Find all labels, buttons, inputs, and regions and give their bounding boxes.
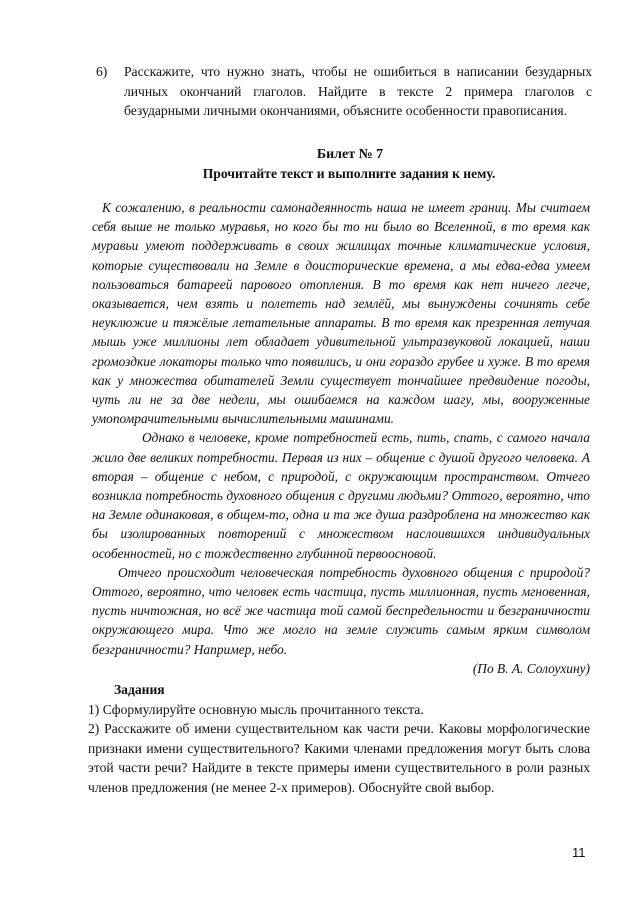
reading-source: (По В. А. Солоухину) bbox=[472, 660, 590, 676]
task-6-text: Расскажите, что нужно знать, чтобы не ошибиться в написании безударных личных окончаний глаголов. Найдите в тексте 2 примера глаголов с безударными личными окончаниями, объясните особенности правописания. bbox=[124, 64, 592, 118]
reading-text bbox=[92, 198, 590, 678]
tasks-heading: Задания bbox=[114, 682, 165, 697]
page-number: 11 bbox=[572, 845, 586, 860]
task-6 bbox=[96, 62, 592, 121]
ticket-instruction: Прочитайте текст и выполните задания к нему. bbox=[202, 166, 496, 181]
reading-paragraph-3: Отчего происходит человеческая потребность духовного общения с природой? Оттого, вероятно, что человек есть частица, пусть миллионная, пусть мгновенная, пусть ничтожная, но всё же частица той самой беспредельности и безграничности окружающего мира. Что же могло на земле служить самым ярким символом безграничности? Например, небо. bbox=[92, 564, 590, 657]
ticket-title: Билет № 7 bbox=[316, 147, 384, 162]
task-item-2: 2) Расскажите об имени существительном как части речи. Каковы морфологические признаки имени существительного? Какими членами предложения могут быть слова этой части речи? Найдите в тексте примеры имени существительного в роли разных членов предложения (не менее 2-х примеров). Обоснуйте свой выбор. bbox=[88, 721, 590, 795]
reading-paragraph-1: К сожалению, в реальности самонадеянность наша не имеет границ. Мы считаем себя выше не только муравья, но кого бы то ни было во Вселенной, в то время как муравьи умеют поддерживать в своих жилищах точные климатические условия, которые существовали на Земле в доисторические времена, а мы едва-едва умеем пользоваться батареей парового отопления. В то время как нет ничего легче, оказывается, чем взять и полететь над землёй, мы вынуждены сочинять себе неуклюжие и тяжёлые летательные аппараты. В то время как презренная летучая мышь уже миллионы лет обладает удивительной ультразвуковой локацией, наши громоздкие локаторы только что появились, и они гораздо грубее и хуже. В то время как у множества обитателей Земли существует тончайшее предвидение погоды, чуть ли не за две недели, мы ошибаемся на каждом шагу, мы, вооруженные умопомрачительными вычислительными машинами. bbox=[92, 200, 590, 427]
reading-paragraph-2: Однако в человеке, кроме потребностей есть, пить, спать, с самого начала жило две великих потребности. Первая из них – общение с душой другого человека. А вторая – общение с небом, с природой, с окружающим пространством. Отчего возникла потребность духовного общения с другими людьми? Оттого, вероятно, что на Земле одинаковая, в общем-то, одна и та же душа раздроблена на множество как бы изолированных повторений с множеством наслоившихся индивидуальных особенностей, но с тождественно глубинной первоосновой. bbox=[92, 430, 590, 561]
task-item-1: 1) Сформулируйте основную мысль прочитанного текста. bbox=[88, 701, 424, 717]
task-6-number: 6) bbox=[96, 64, 108, 79]
tasks-section bbox=[88, 680, 590, 798]
